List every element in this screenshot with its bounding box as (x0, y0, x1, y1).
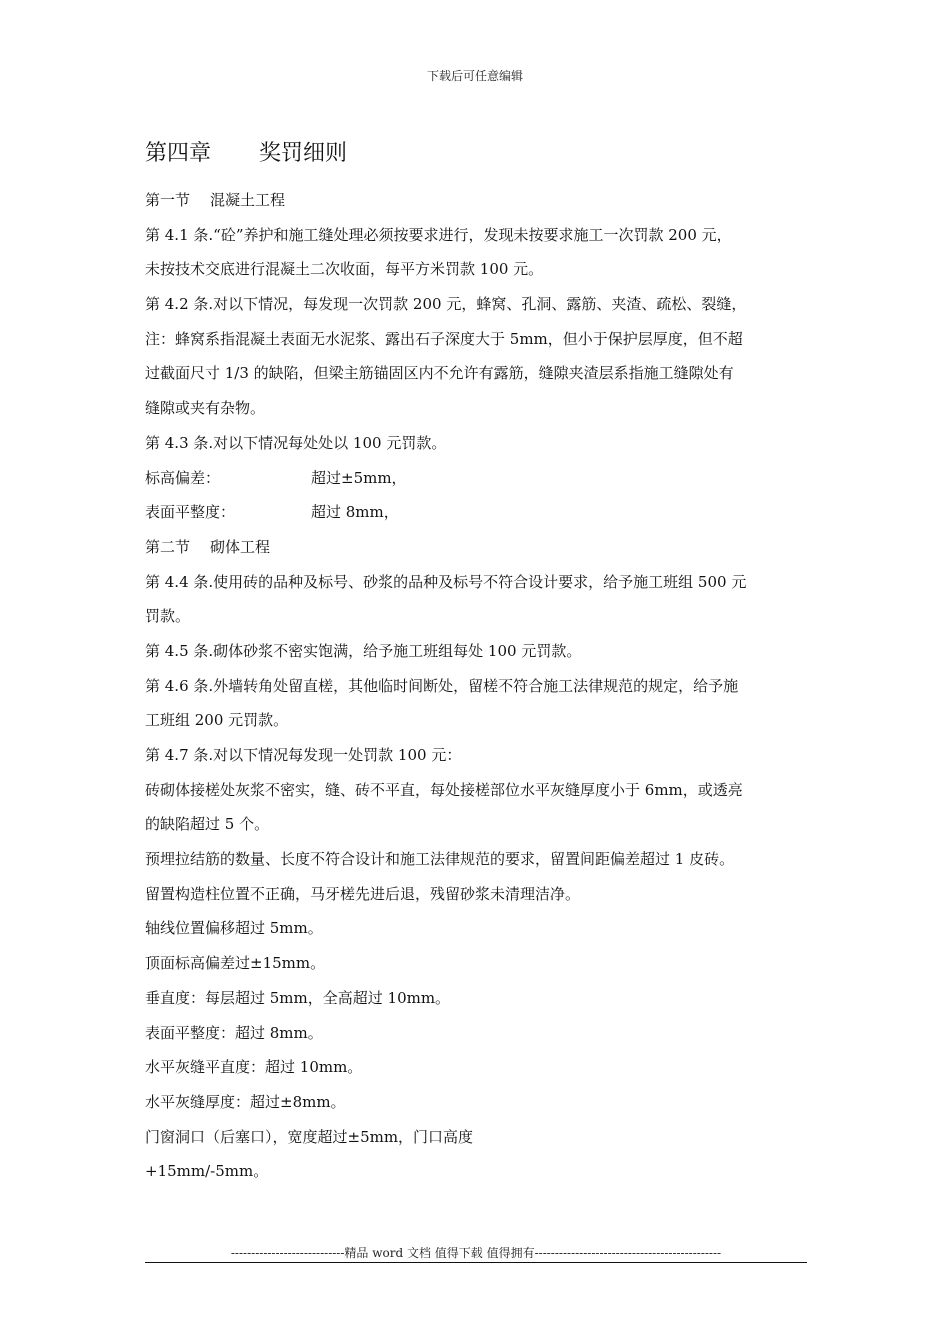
paragraph-line: 未按技术交底进行混凝土二次收面，每平方米罚款 100 元。 (145, 260, 544, 279)
paragraph-line: 第 4.3 条.对以下情况每处处以 100 元罚款。 (145, 433, 447, 452)
paragraph-line: 顶面标高偏差过±15mm。 (145, 954, 326, 973)
section-title: 砌体工程 (210, 537, 271, 556)
paragraph-line: 垂直度：每层超过 5mm，全高超过 10mm。 (145, 988, 451, 1007)
paragraph-line: 轴线位置偏移超过 5mm。 (145, 919, 323, 938)
section-heading-1 (145, 186, 807, 221)
criteria-row (145, 498, 807, 533)
paragraph-line: 过截面尺寸 1/3 的缺陷，但梁主筋锚固区内不允许有露筋，缝隙夹渣层系指施工缝隙处有 (145, 364, 734, 383)
section-label: 第二节 (145, 537, 191, 556)
criteria-key: 表面平整度： (145, 503, 236, 522)
chapter-heading (145, 136, 347, 167)
paragraph-line: 预埋拉结筋的数量、长度不符合设计和施工法律规范的要求，留置间距偏差超过 1 皮砖。 (145, 850, 735, 869)
criteria-value: 超过 8mm， (311, 503, 399, 522)
criteria-value: 超过±5mm， (311, 468, 407, 487)
paragraph-line: 第 4.6 条.外墙转角处留直槎，其他临时间断处，留槎不符合施工法律规范的规定，给予施 (145, 676, 739, 695)
paragraph-line: 水平灰缝平直度：超过 10mm。 (145, 1058, 363, 1077)
paragraph-line: 水平灰缝厚度：超过±8mm。 (145, 1092, 346, 1111)
paragraph-line: 留置构造柱位置不正确，马牙槎先进后退，残留砂浆未清理洁净。 (145, 884, 581, 903)
paragraph-line: 第 4.4 条.使用砖的品种及标号、砂浆的品种及标号不符合设计要求，给予施工班组 500 元 (145, 572, 747, 591)
paragraph-line: 罚款。 (145, 607, 191, 626)
paragraph-line: 缝隙或夹有杂物。 (145, 399, 266, 418)
criteria-row (145, 464, 807, 499)
footer-divider (145, 1262, 807, 1263)
paragraph-line: +15mm/-5mm。 (145, 1162, 269, 1181)
paragraph-line: 第 4.7 条.对以下情况每发现一处罚款 100 元： (145, 746, 462, 764)
paragraph-line: 第 4.5 条.砌体砂浆不密实饱满，给予施工班组每处 100 元罚款。 (145, 641, 582, 660)
paragraph-line: 第 4.1 条.“砼”养护和施工缝处理必须按要求进行，发现未按要求施工一次罚款 200 元， (145, 225, 732, 244)
section-heading-2 (145, 533, 807, 568)
paragraph-line: 表面平整度：超过 8mm。 (145, 1023, 323, 1042)
paragraph-line: 的缺陷超过 5 个。 (145, 815, 270, 834)
paragraph-line: 砖砌体接槎处灰浆不密实，缝、砖不平直，每处接槎部位水平灰缝厚度小于 6mm，或透亮 (145, 780, 743, 799)
paragraph-line: 注：蜂窝系指混凝土表面无水泥浆、露出石子深度大于 5mm，但小于保护层厚度，但不超 (145, 329, 743, 348)
paragraph-line: 工班组 200 元罚款。 (145, 711, 289, 730)
page-header: 下载后可任意编辑 (426, 69, 523, 83)
paragraph-line: 门窗洞口（后塞口），宽度超过±5mm，门口高度 (145, 1127, 474, 1146)
document-body (145, 186, 807, 1192)
section-label: 第一节 (145, 191, 191, 209)
paragraph-line: 第 4.2 条.对以下情况，每发现一次罚款 200 元，蜂窝、孔洞、露筋、夹渣、疏松、裂缝， (145, 295, 747, 314)
criteria-key: 标高偏差： (145, 468, 221, 487)
page-footer: ----------------------------精品 word 文档 值得下载 值得拥有---------------------------------------------- (230, 1246, 722, 1260)
chapter-title: 奖罚细则 (259, 141, 348, 166)
section-title: 混凝土工程 (210, 191, 286, 209)
chapter-number: 第四章 (145, 141, 212, 166)
